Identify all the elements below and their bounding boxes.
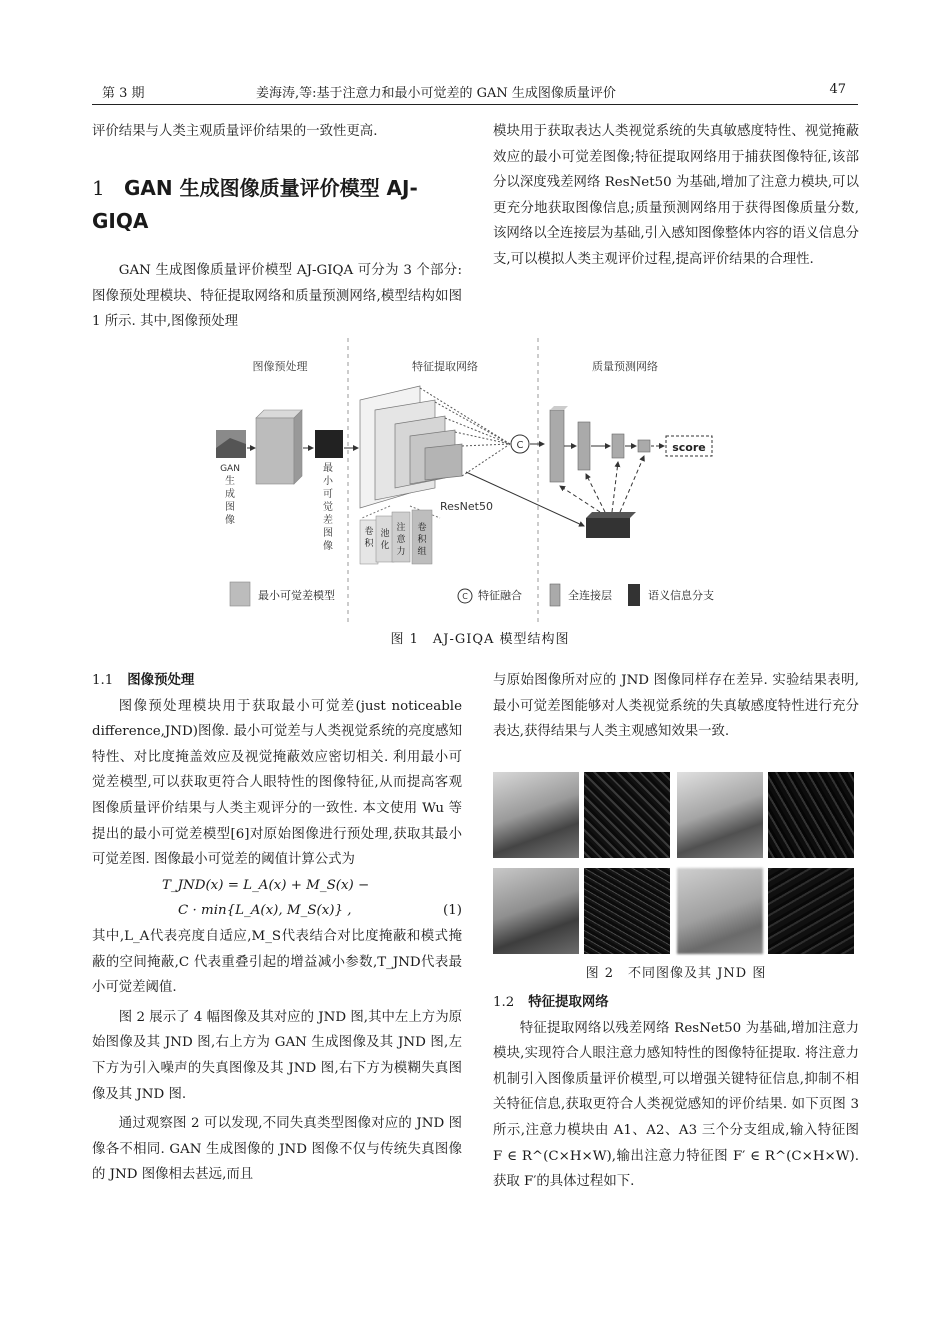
fusion-symbol: C [516, 440, 524, 451]
arrow [466, 472, 584, 526]
page-number: 47 [829, 82, 846, 97]
svg-text:最: 最 [323, 463, 333, 474]
formula-text: C · min{L_A(x), M_S(x)} , [178, 903, 352, 919]
header-rule [92, 104, 858, 105]
gan-image [677, 772, 763, 858]
subsection-heading-1-1 [92, 668, 462, 694]
subsection-title: 图像预处理 [127, 673, 195, 688]
left-intro-text [92, 258, 462, 335]
score-label: score [672, 441, 706, 454]
svg-text:积: 积 [417, 535, 427, 545]
left-bottom-text [92, 668, 462, 1188]
fc-layer [578, 422, 590, 470]
noise-jnd-map [584, 868, 670, 954]
legend-sem: 语义信息分支 [648, 589, 714, 602]
svg-text:化: 化 [380, 541, 390, 551]
paragraph: 评价结果与人类主观质量评价结果的一致性更高. [92, 124, 378, 139]
figure-2-caption: 图 2 不同图像及其 JND 图 [585, 966, 767, 981]
paragraph: 模块用于获取表达人类视觉系统的失真敏感度特性、视觉掩蔽效应的最小可觉差图像;特征提取网络用于捕获图像特征,该部分以深度残差网络 ResNet50 为基础,增加了注意力模块,可以更充分地获取图像信息;质量预测网络用于获得图像质量分数,该网络以全连接层为基础,引入感知图像整体内容的语义信息分支,可以模拟人类主观评价过程,提高评价结果的合理性. [493, 124, 859, 267]
legend-jnd-swatch [230, 582, 250, 606]
figure-1-caption: 图 1 AJ-GIQA 模型结构图 [390, 632, 570, 647]
original-jnd-map [584, 772, 670, 858]
subsection-number: 1.1 [92, 673, 114, 688]
svg-text:图: 图 [323, 528, 333, 539]
resnet-layer [425, 444, 462, 480]
right-bottom-text-2 [493, 990, 859, 1195]
svg-text:注: 注 [396, 523, 406, 533]
svg-text:小: 小 [323, 476, 333, 487]
gan-jnd-map [768, 772, 854, 858]
svg-text:积: 积 [364, 539, 374, 549]
svg-text:池: 池 [380, 529, 390, 539]
svg-text:像: 像 [225, 515, 235, 526]
cube-side [294, 410, 302, 484]
paragraph: 图 2 展示了 4 幅图像及其对应的 JND 图,其中左上方为原始图像及其 JND 图,右上方为 GAN 生成图像及其 JND 图,左下方为引入噪声的失真图像及其 JND 图,右下方为模糊失真图像及其 JND 图. [92, 1009, 462, 1102]
legend-jnd: 最小可觉差模型 [258, 589, 335, 602]
blur-jnd-map [768, 868, 854, 954]
noise-image [493, 868, 579, 954]
semantic-branch-block [586, 518, 630, 538]
subsection-title: 特征提取网络 [528, 995, 609, 1010]
running-header [92, 82, 858, 106]
semantic-links [560, 456, 644, 512]
svg-text:成: 成 [225, 489, 235, 500]
svg-text:图: 图 [225, 502, 235, 513]
paragraph: 通过观察图 2 可以发现,不同失真类型图像对应的 JND 图像各不相同. GAN 生成图像的 JND 图像不仅与传统失真图像的 JND 图像相去甚远,而且 [92, 1116, 462, 1183]
figure-2-image-grid [493, 772, 859, 960]
subsection-heading-1-2 [493, 990, 859, 1016]
svg-text:像: 像 [323, 541, 333, 552]
gan-label-vertical [225, 474, 235, 526]
paragraph: 与原始图像所对应的 JND 图像同样存在差异. 实验结果表明,最小可觉差图能够对人类视觉系统的失真敏感度特性进行充分表达,获得结果与人类主观感知效果一致. [493, 673, 859, 740]
equation-number: (1) [443, 903, 462, 919]
jnd-label-vertical [323, 462, 334, 552]
section-label-feat: 特征提取网络 [412, 360, 478, 373]
svg-text:意: 意 [396, 535, 406, 545]
figure-1-diagram [200, 338, 760, 624]
issue-number: 第 3 期 [102, 86, 145, 101]
jnd-image-thumbnail [315, 430, 343, 458]
formula-line-2 [92, 898, 462, 924]
paragraph: GAN 生成图像质量评价模型 AJ-GIQA 可分为 3 个部分:图像预处理模块、特征提取网络和质量预测网络,模型结构如图 1 所示. 其中,图像预处理 [92, 263, 462, 330]
section-label-qual: 质量预测网络 [592, 360, 658, 373]
right-top-text [493, 119, 859, 273]
svg-text:可: 可 [323, 489, 333, 500]
paragraph: 其中,L_A代表亮度自适应,M_S代表结合对比度掩蔽和模式掩蔽的空间掩蔽,C 代表重叠引起的增益减小参数,T_JND代表最小可觉差阈值. [92, 928, 462, 996]
resnet-label: ResNet50 [440, 500, 493, 513]
section-title: GAN 生成图像质量评价模型 AJ-GIQA [92, 176, 418, 233]
section-heading-1 [92, 172, 462, 238]
semantic-top [586, 512, 636, 518]
subsection-number: 1.2 [493, 995, 515, 1010]
formula-line-1: T_JND(x) = L_A(x) + M_S(x) − [162, 877, 370, 893]
svg-text:组: 组 [417, 547, 427, 557]
svg-text:卷: 卷 [417, 523, 427, 533]
fc-layer [638, 440, 650, 452]
legend-fc: 全连接层 [568, 589, 612, 602]
running-title: 姜海涛,等:基于注意力和最小可觉差的 GAN 生成图像质量评价 [256, 86, 616, 101]
pool-block [376, 516, 394, 562]
paragraph: 图像预处理模块用于获取最小可觉差(just noticeable difference,JND)图像. 最小可觉差与人类视觉系统的亮度感知特性、对比度掩盖效应及视觉掩蔽效应密切相关. 利用最小可觉差模型,可以获取更符合人眼特性的图像特征,从而提高客观图像质量评价结果与人类主观评分的一致性. 本文使用 Wu 等提出的最小可觉差模型[6]对原始图像进行预处理,获取其最小可觉差图. 图像最小可觉差的阈值计算公式为 [92, 698, 462, 868]
left-top-text [92, 119, 462, 145]
jnd-model-cube [256, 418, 294, 484]
svg-text:生: 生 [225, 476, 235, 487]
fc-layer [612, 434, 624, 458]
legend-sem-swatch [628, 584, 640, 606]
legend-fuse: 特征融合 [478, 589, 522, 602]
gan-label: GAN [220, 464, 240, 474]
right-bottom-text-1 [493, 668, 859, 745]
fc-top [550, 406, 568, 410]
svg-text:差: 差 [323, 515, 333, 526]
legend-fc-swatch [550, 584, 560, 606]
paragraph: 特征提取网络以残差网络 ResNet50 为基础,增加注意力模块,实现符合人眼注意力感知特性的图像特征提取. 将注意力机制引入图像质量评价模型,可以增强关键特征信息,抑制不相关特征信息,获取更符合人类视觉感知的评价结果. 如下页图 3 所示,注意力模块由 A1、A2、A3 三个分支组成,输入特征图 F ∈ R^(C×H×W),输出注意力特征图 F′ ∈ R^(C×H×W). 获取 F′的具体过程如下. [493, 1020, 859, 1190]
original-image [493, 772, 579, 858]
svg-text:觉: 觉 [323, 502, 333, 513]
svg-text:力: 力 [396, 547, 406, 557]
fc-layer [550, 410, 564, 482]
legend-fuse-symbol-text: C [462, 592, 468, 601]
section-label-pre: 图像预处理 [252, 360, 308, 373]
blur-image [677, 868, 763, 954]
section-number: 1 [92, 176, 105, 200]
svg-text:卷: 卷 [364, 527, 374, 537]
